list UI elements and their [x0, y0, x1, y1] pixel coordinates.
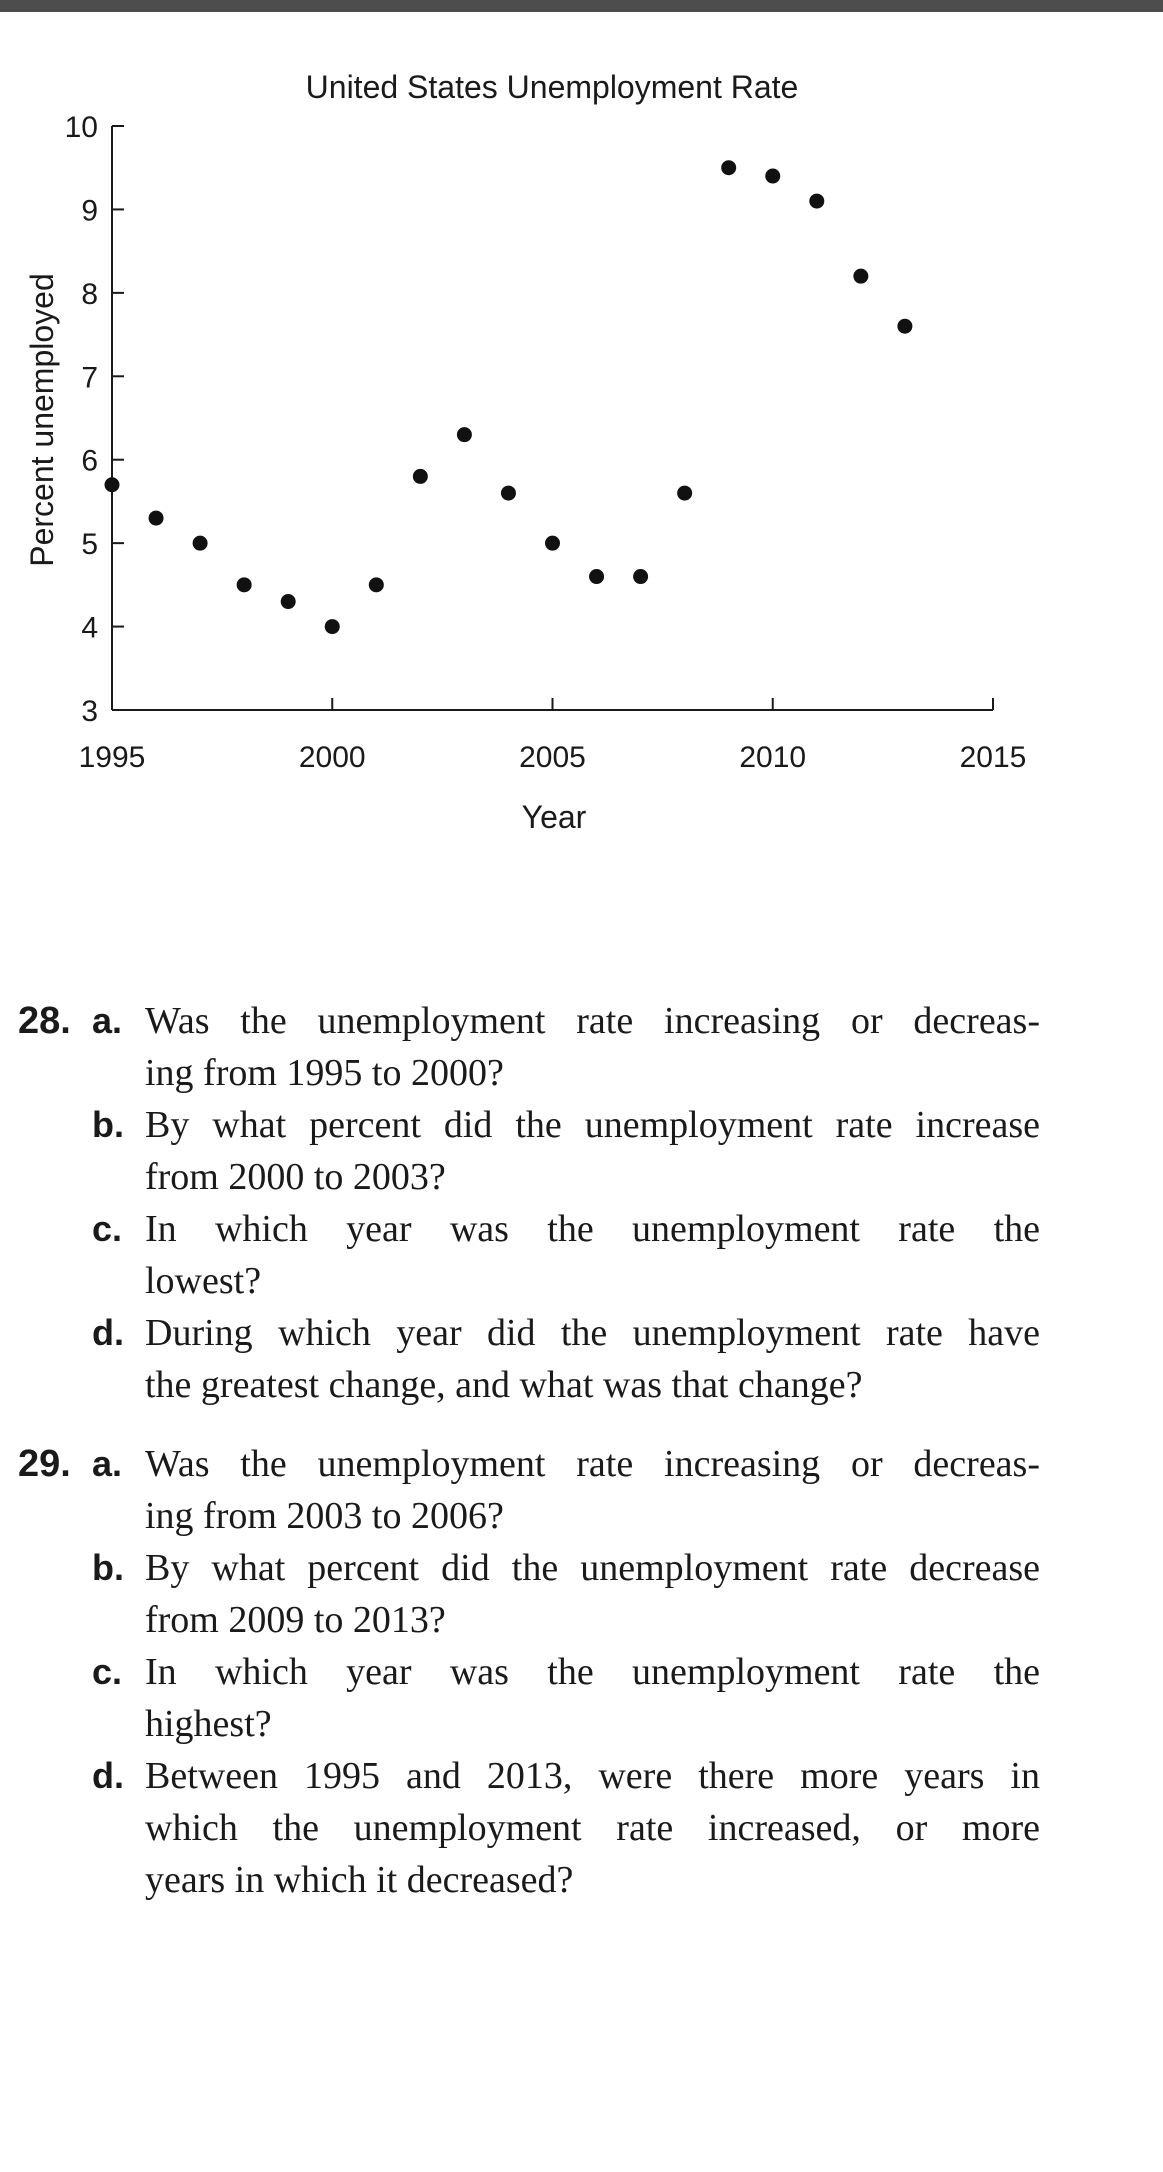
question-text-line: During which year did the unemployment rate have [145, 1312, 1040, 1354]
question-part-letter: b. [92, 1547, 124, 1588]
x-tick-label: 1995 [78, 741, 146, 774]
question-text-line: By what percent did the unemployment rate decrease [145, 1547, 1040, 1589]
x-tick-label: 2010 [739, 741, 807, 774]
question-part-letter: d. [92, 1312, 124, 1353]
question-text-line: years in which it decreased? [145, 1859, 574, 1901]
question-text-line: ing from 1995 to 2000? [145, 1052, 504, 1094]
data-point [545, 536, 560, 551]
data-point [413, 469, 428, 484]
question-part-letter: d. [92, 1755, 124, 1796]
data-point [369, 577, 384, 592]
question-text-line: In which year was the unemployment rate the [145, 1651, 1040, 1693]
data-point [589, 569, 604, 584]
x-tick-label: 2005 [519, 741, 586, 774]
data-point [897, 319, 912, 334]
data-point [853, 269, 868, 284]
y-tick-label: 3 [81, 695, 98, 728]
data-point [281, 594, 296, 609]
data-point [765, 169, 780, 184]
question-text-line: which the unemployment rate increased, or more [145, 1807, 1040, 1849]
y-tick-label: 5 [81, 528, 98, 562]
question-text-line: highest? [145, 1703, 272, 1745]
question-text-line: from 2009 to 2013? [145, 1599, 446, 1641]
chart-title: United States Unemployment Rate [305, 69, 799, 105]
data-point [457, 427, 472, 442]
question-part-letter: a. [92, 1000, 123, 1041]
y-tick-label: 10 [64, 111, 98, 144]
y-tick-label: 8 [81, 277, 98, 311]
question-text-line: In which year was the unemployment rate the [145, 1208, 1040, 1250]
question-part-letter: c. [92, 1651, 123, 1692]
question-text-line: from 2000 to 2003? [145, 1156, 446, 1198]
question-part-letter: a. [92, 1443, 123, 1484]
data-point [721, 160, 736, 175]
question-text-line: Between 1995 and 2013, were there more years in [145, 1755, 1040, 1797]
question-text-line: ing from 2003 to 2006? [145, 1495, 504, 1537]
question-text-line: Was the unemployment rate increasing or decreas- [145, 1443, 1040, 1485]
x-axis-label: Year [521, 799, 587, 835]
y-tick-label: 6 [81, 444, 98, 478]
question-text-line: By what percent did the unemployment rate increase [145, 1104, 1040, 1146]
x-tick-label: 2015 [959, 741, 1027, 774]
question-part-letter: c. [92, 1208, 123, 1249]
data-point [149, 511, 164, 526]
data-point [501, 486, 516, 501]
question-text-line: lowest? [145, 1260, 262, 1302]
question-number: 29. [18, 1443, 71, 1485]
data-point [809, 194, 824, 209]
data-point [677, 486, 692, 501]
question-part-letter: b. [92, 1104, 124, 1145]
data-point [193, 536, 208, 551]
data-point [105, 477, 120, 492]
unemployment-chart [0, 0, 1163, 860]
y-axis-label: Percent unemployed [24, 273, 60, 567]
y-tick-label: 9 [81, 194, 98, 228]
y-tick-label: 4 [81, 611, 98, 645]
data-point [237, 577, 252, 592]
data-point [633, 569, 648, 584]
data-point [325, 619, 340, 634]
question-text-line: the greatest change, and what was that change? [145, 1364, 863, 1406]
y-tick-label: 7 [81, 361, 98, 395]
x-tick-label: 2000 [298, 741, 366, 774]
question-number: 28. [18, 1000, 71, 1042]
question-text-line: Was the unemployment rate increasing or decreas- [145, 1000, 1040, 1042]
